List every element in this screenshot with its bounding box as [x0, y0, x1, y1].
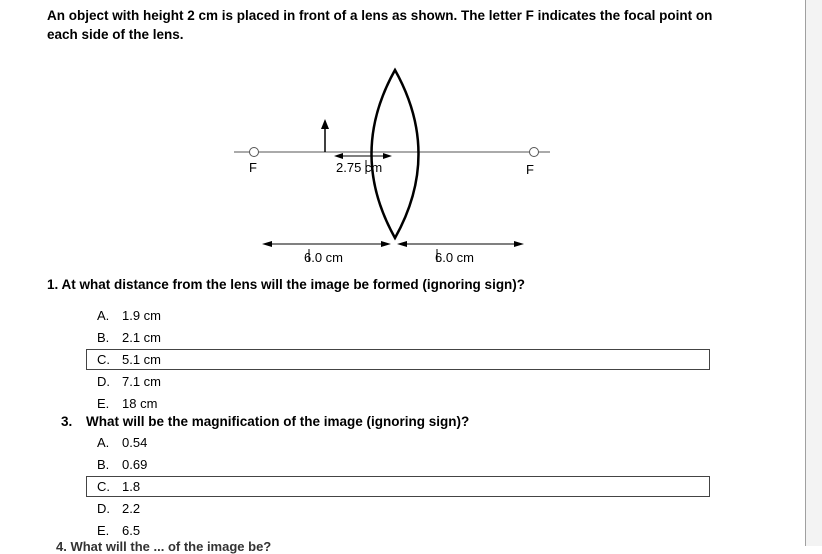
left-distance-arrow-right-head [381, 241, 391, 247]
question-3-number: 3. [61, 414, 73, 429]
question-1-option-c[interactable] [97, 349, 161, 370]
left-distance-label: 6.0 cm [304, 250, 344, 265]
option-text: 2.1 cm [122, 330, 162, 345]
question-3-option-c[interactable] [97, 476, 140, 497]
option-text: 7.1 cm [122, 374, 162, 389]
right-distance-arrow-left-head [397, 241, 407, 247]
option-text: 0.69 [122, 457, 148, 472]
problem-intro: An object with height 2 cm is placed in front of a lens as shown. The letter F indicates the focal point on each side of the lens. [47, 8, 713, 42]
object-arrow-head [321, 119, 329, 129]
option-text: 1.8 [122, 479, 141, 494]
right-distance-arrow-right-head [514, 241, 524, 247]
option-letter: D. [97, 501, 110, 516]
question-1-option-a[interactable] [97, 305, 161, 326]
left-distance-arrow-left-head [262, 241, 272, 247]
question-1-option-e[interactable] [97, 393, 157, 414]
question-3-selected-answer-box [86, 476, 710, 497]
question-3-heading [61, 414, 469, 429]
option-letter: C. [97, 352, 110, 367]
lens-width-arrow-right-head [383, 153, 392, 159]
question-3-option-b[interactable] [97, 454, 147, 475]
option-text: 0.54 [122, 435, 148, 450]
option-letter: E. [97, 396, 110, 411]
question-4-cutoff-text [56, 538, 356, 554]
question-1-text: 1. At what distance from the lens will the image be formed (ignoring sign)? [47, 277, 526, 292]
focal-point-right-marker [530, 148, 539, 157]
option-text: 5.1 cm [122, 352, 162, 367]
question-1-option-d[interactable] [97, 371, 161, 392]
question-4-text: 4. What will the ... of the image be? [56, 539, 272, 554]
right-distance-label: 6.0 cm [435, 250, 475, 265]
option-letter: A. [97, 435, 110, 450]
question-3-option-d[interactable] [97, 498, 140, 519]
question-3-option-a[interactable] [97, 432, 147, 453]
option-letter: A. [97, 308, 110, 323]
option-letter: E. [97, 523, 110, 538]
option-text: 18 cm [122, 396, 158, 411]
converging-lens [372, 70, 419, 238]
option-text: 1.9 cm [122, 308, 162, 323]
question-3-text: What will be the magnification of the image (ignoring sign)? [86, 414, 470, 429]
option-text: 2.2 [122, 501, 141, 516]
lens-half-width-label: 2.75 cm [336, 160, 383, 175]
question-1-selected-answer-box [86, 349, 710, 370]
option-letter: B. [97, 330, 110, 345]
option-text: 6.5 [122, 523, 141, 538]
option-letter: D. [97, 374, 110, 389]
focal-label-left: F [249, 160, 257, 175]
question-1-option-b[interactable] [97, 327, 161, 348]
lens-width-arrow-left-head [334, 153, 343, 159]
focal-point-left-marker [250, 148, 259, 157]
option-letter: B. [97, 457, 110, 472]
page-gutter [806, 0, 822, 546]
focal-label-right: F [526, 162, 534, 177]
option-letter: C. [97, 479, 110, 494]
